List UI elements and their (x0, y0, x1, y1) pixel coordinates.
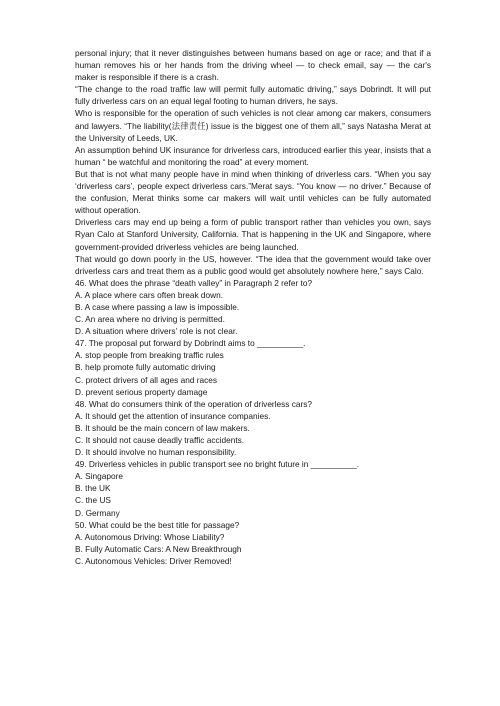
passage-paragraph: Who is responsible for the operation of such vehicles is not clear among car makers, consumers and lawyers. “The liability(法律责任) issue is the biggest one of them all,” says Natasha Merat at the University of Leeds, UK. (75, 108, 431, 143)
answer-option: B. Fully Automatic Cars: A New Breakthrough (75, 543, 242, 554)
answer-option: A. A place where cars often break down. (75, 289, 224, 300)
answer-option: B. help promote fully automatic driving (75, 362, 216, 373)
question-48 (75, 398, 431, 458)
question-stem: 49. Driverless vehicles in public transport see no bright future in __________. (75, 459, 360, 470)
answer-option: B. A case where passing a law is impossible. (75, 301, 240, 312)
answer-option: C. the US (75, 495, 111, 506)
answer-option: D. Germany (75, 507, 120, 518)
question-46 (75, 277, 431, 337)
question-stem: 48. What do consumers think of the operation of driverless cars? (75, 398, 313, 409)
answer-option: D. A situation where drivers’ role is not clear. (75, 326, 238, 337)
question-stem: 50. What could be the best title for passage? (75, 519, 240, 530)
question-49 (75, 458, 431, 518)
passage-paragraph: personal injury; that it never distinguishes between humans based on age or race; and that if a human removes his or her hands from the driving wheel — to check email, say — the car's maker is responsible if there is a crash. (75, 48, 431, 83)
answer-option: C. protect drivers of all ages and races (75, 374, 218, 385)
passage-paragraph: But that is not what many people have in mind when thinking of driverless cars. “When you say ‘driverless cars’, people expect driverless cars.”Merat says. “You know — no driver.” Because of the confusion, Merat thinks some car makers will wait until vehicles can be fully automated without operation. (75, 168, 431, 216)
answer-option: D. prevent serious property damage (75, 386, 208, 397)
answer-option: C. It should not cause deadly traffic accidents. (75, 435, 245, 445)
answer-option: B. It should be the main concern of law makers. (75, 422, 250, 433)
answer-option: C. Autonomous Vehicles: Driver Removed! (75, 555, 232, 566)
answer-option: A. It should get the attention of insurance companies. (75, 410, 271, 421)
answer-option: A. Singapore (75, 471, 123, 482)
question-stem: 46. What does the phrase “death valley” in Paragraph 2 refer to? (75, 277, 313, 288)
answer-option: A. stop people from breaking traffic rules (75, 350, 224, 361)
answer-option: B. the UK (75, 483, 111, 494)
passage-paragraph: “The change to the road traffic law will permit fully automatic driving,” says Dobrindt. It will put fully driverless cars on an equal legal footing to human drivers, he says. (75, 84, 431, 107)
question-50 (75, 519, 431, 567)
passage-paragraph: An assumption behind UK insurance for driverless cars, introduced earlier this year, insists that a human “ be watchful and monitoring the road” at every moment. (75, 144, 431, 167)
question-stem: 47. The proposal put forward by Dobrindt aims to __________. (75, 338, 306, 349)
passage-paragraph: Driverless cars may end up being a form of public transport rather than vehicles you own, says Ryan Calo at Stanford University, California. That is happening in the UK and Singapore, where government-provided driverless vehicles are being launched. (75, 217, 431, 252)
passage-paragraph: That would go down poorly in the US, however. “The idea that the government would take over driverless cars and treat them as a public good would get absolutely nowhere here,” says Calo. (75, 253, 431, 276)
answer-option: C. An area where no driving is permitted. (75, 314, 225, 325)
answer-option: D. It should involve no human responsibility. (75, 447, 237, 458)
question-47 (75, 337, 431, 397)
answer-option: A. Autonomous Driving: Whose Liability? (75, 531, 225, 542)
